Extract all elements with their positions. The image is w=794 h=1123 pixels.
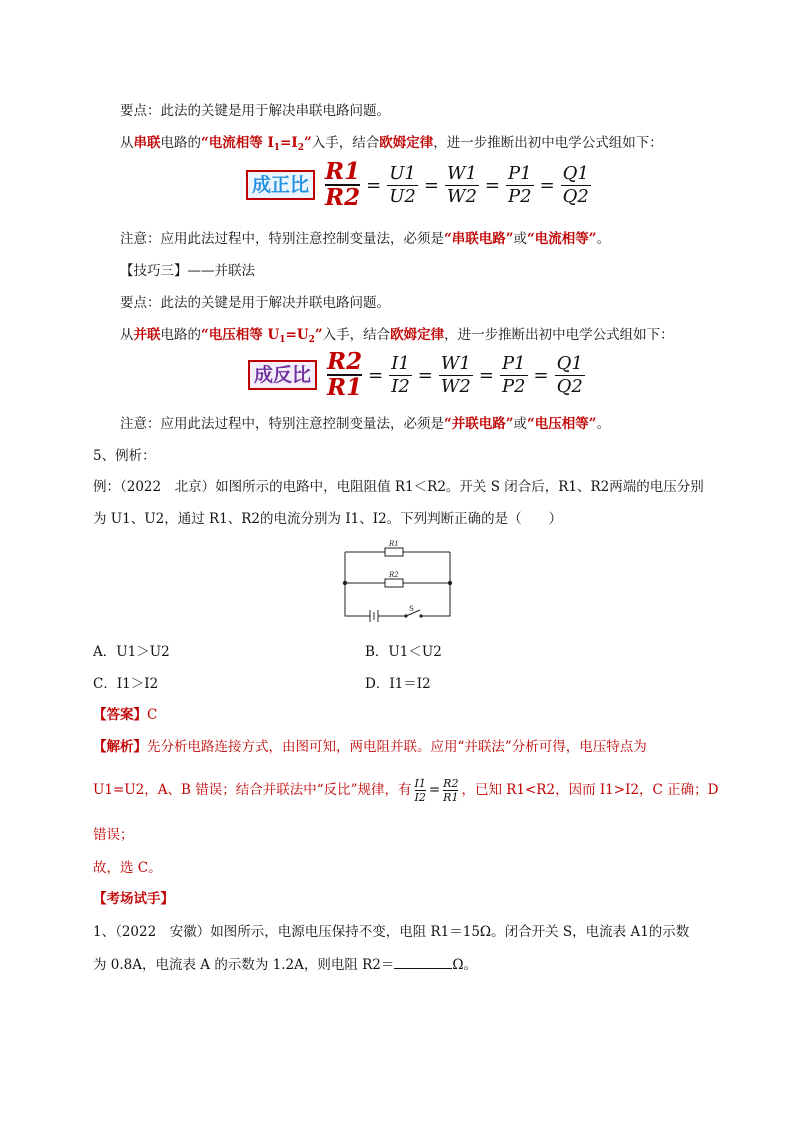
circuit-diagram <box>340 538 455 623</box>
analysis-line-2: U1=U2，A、B 错误；结合并联法中“反比”规律，有 $\frac{I1}{I2}$ = $\frac{R2}{R1}$ ，已知 R1<R2，因而 I1>I2，C 正确；D <box>93 777 719 804</box>
label-r2: R2 <box>389 571 399 579</box>
example-heading: 5、例析： <box>93 448 156 464</box>
example-question-2: 为 U1、U2，通过 R1、R2的电流分别为 I1、I2。下列判断正确的是（ ） <box>93 511 563 527</box>
big-fraction: R2 R1 <box>327 348 363 401</box>
analysis-line-1: 【解析】先分析电路连接方式，由图可知，两电阻并联。应用“并联法”分析可得，电压特点为 <box>93 739 647 755</box>
formula-proportional: 成正比 R1 R2 = $\frac{U1}{U2}$ = $\frac{W1}{W2}$ = $\frac{P1}{P2}$ = $\frac{Q1}{Q2}$ <box>246 160 595 210</box>
note-series: 注意：应用此法过程中，特别注意控制变量法，必须是“串联电路”或“电流相等”。 <box>120 231 611 247</box>
parallel-intro: 从并联电路的“电压相等 $U_1=U_2$”入手，结合欧姆定律，进一步推断出初中电学公式组如下： <box>120 327 674 345</box>
analysis-line-4: 故，选 C。 <box>93 860 162 876</box>
voltage-equal-quote: “电压相等 $U_1=U_2$” <box>201 327 323 345</box>
fraction: $\frac{W1}{W2}$ <box>446 162 477 207</box>
skill-three-heading: 【技巧三】——并联法 <box>120 263 255 279</box>
example-question-1: 例：（2022 北京）如图所示的电路中，电阻阻值 R1＜R2。开关 S 闭合后，R1、R2两端的电压分别 <box>93 479 704 495</box>
fraction: $\frac{U1}{U2}$ <box>389 162 416 207</box>
analysis-label: 【解析】 <box>93 739 147 755</box>
fraction: $\frac{I1}{I2}$ <box>391 352 410 397</box>
label-s: S <box>409 605 414 613</box>
point-series: 要点：此法的关键是用于解决串联电路问题。 <box>120 103 390 119</box>
label-r1: R1 <box>389 540 399 548</box>
fraction: $\frac{Q1}{Q2}$ <box>562 162 589 207</box>
option-c: C．I1＞I2 <box>93 676 159 692</box>
ohm-law: 欧姆定律 <box>379 135 434 151</box>
fraction: $\frac{P1}{P2}$ <box>508 162 532 207</box>
option-d: D．I1＝I2 <box>365 676 431 692</box>
text: 电路的 <box>160 135 201 151</box>
text: ，进一步推断出初中电学公式组如下： <box>433 135 663 151</box>
fraction: $\frac{W1}{W2}$ <box>440 352 471 397</box>
big-fraction: R1 R2 <box>325 158 361 211</box>
analysis-line-3: 错误； <box>93 827 134 843</box>
answer-label: 【答案】 <box>93 707 147 723</box>
answer-value: C <box>147 707 158 723</box>
answer <box>93 705 157 725</box>
current-equal-quote: “电流相等 $I_1=I_2$” <box>201 135 312 153</box>
option-a: A．U1＞U2 <box>93 644 170 660</box>
fraction: $\frac{Q1}{Q2}$ <box>556 352 583 397</box>
note-parallel: 注意：应用此法过程中，特别注意控制变量法，必须是“并联电路”或“电压相等”。 <box>120 416 611 432</box>
option-b: B．U1＜U2 <box>365 644 442 660</box>
series-intro <box>120 133 663 158</box>
answer-blank[interactable] <box>394 954 452 969</box>
formula-inverse: 成反比 R2 R1 = $\frac{I1}{I2}$ = $\frac{W1}{W2}$ = $\frac{P1}{P2}$ = $\frac{Q1}{Q2}$ <box>248 350 589 400</box>
stamp-inverse: 成反比 <box>248 360 317 390</box>
question-1-line-1: 1、（2022 安徽）如图所示，电源电压保持不变，电阻 R1＝15Ω。闭合开关 S，电流表 A1的示数 <box>93 924 690 940</box>
text: 入手，结合 <box>311 135 380 151</box>
point-parallel: 要点：此法的关键是用于解决并联电路问题。 <box>120 295 390 311</box>
question-1-line-2: 为 0.8A，电流表 A 的示数为 1.2A，则电阻 R2＝ Ω。 <box>93 954 477 975</box>
text-red: 串联 <box>133 135 161 151</box>
trial-heading: 【考场试手】 <box>93 891 174 907</box>
text: 从 <box>120 135 134 151</box>
stamp-proportional: 成正比 <box>246 170 315 200</box>
fraction: $\frac{P1}{P2}$ <box>501 352 526 397</box>
